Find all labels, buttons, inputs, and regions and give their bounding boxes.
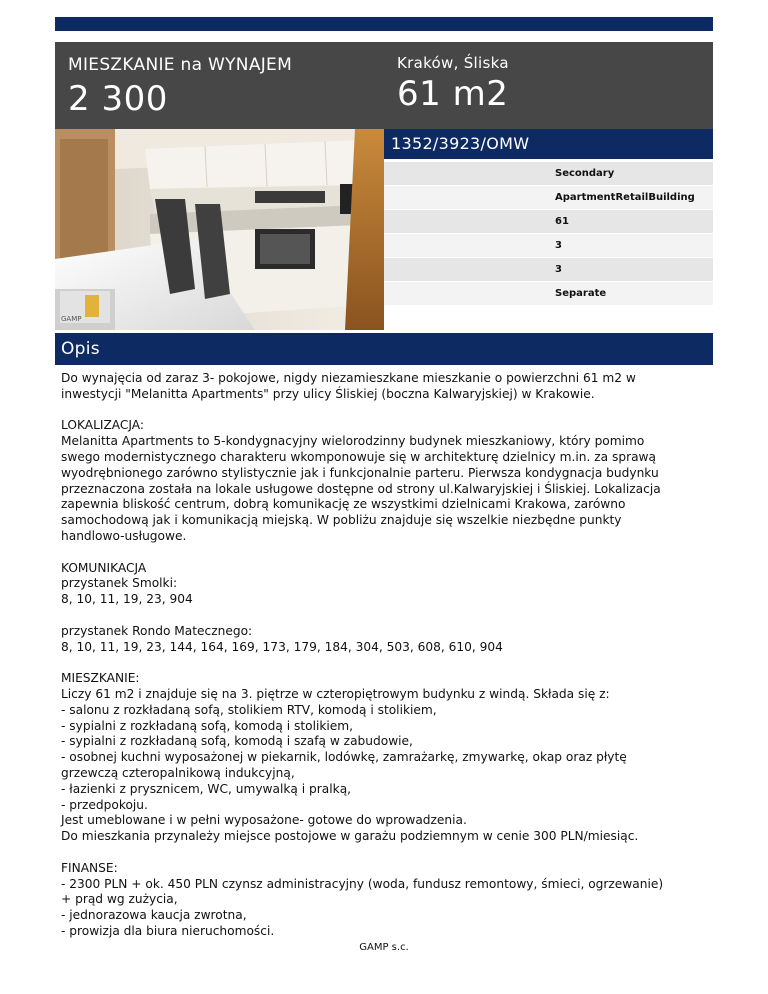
listing-area: 61 m2: [397, 74, 509, 114]
photo-logo-text: GAMP: [61, 315, 82, 323]
kitchen-image: [55, 129, 384, 330]
listing-type: MIESZKANIE na WYNAJEM: [68, 55, 293, 75]
listing-price: 2 300: [68, 79, 168, 119]
footer-company: GAMP s.c.: [359, 942, 409, 953]
param-market: Secondary: [384, 162, 713, 185]
reference-number: 1352/3923/OMW: [384, 129, 713, 159]
header-right: [397, 54, 509, 114]
param-building-type: ApartmentRetailBuilding: [384, 186, 713, 209]
description-section-title: Opis: [55, 333, 713, 365]
param-rooms: 3: [384, 234, 713, 257]
header-left: [68, 55, 292, 119]
param-floor: 3: [384, 258, 713, 281]
params-table: [384, 162, 713, 306]
listing-header: [55, 42, 713, 129]
description-text: Do wynajęcia od zaraz 3- pokojowe, nigdy niezamieszkane mieszkanie o powierzchni 61 m2 w inwestycji "Melanitta Apartments" przy ulicy Śliskiej (boczna Kalwaryjskiej) w Krakowie. LOKALIZACJA: Melanitta Apartments to 5-kondygnacyjny wielorodzinny budynek mieszkaniowy, który pomimo swego modernistycznego charakteru wkomponowuje się w architekturę dzielnicy m.in. za sprawą wyodrębnionego zarówno stylistycznie jak i funkcjonalnie parteru. Pierwsza kondygnacja budynku przeznaczona została na lokale usługowe dostępne od strony ul.Kalwaryjskiej i Śliskiej. Lokalizacja zapewnia bliskość centrum, dobrą komunikację ze wszystkimi dzielnicami Krakowa, zarówno samochodową jak i komunikacją miejską. W pobliżu znajduje się wszelkie niezbędne punkty handlowo-usługowe. KOMUNIKACJA przystanek Smolki: 8, 10, 11, 19, 23, 904 przystanek Rondo Matecznego: 8, 10, 11, 19, 23, 144, 164, 169, 173, 179, 184, 304, 503, 608, 610, 904 MIESZKANIE: Liczy 61 m2 i znajduje się na 3. piętrze w czteropiętrowym budynku z windą. Składa się z: - salonu z rozkładaną sofą, stolikiem RTV, komodą i stolikiem, - sypialni z rozkładaną sofą, komodą i stolikiem, - sypialni z rozkładaną sofą, komodą i szafą w zabudowie, - osobnej kuchni wyposażonej w piekarnik, lodówkę, zamrażarkę, zmywarkę, okap oraz płytę grzewczą czteropalnikową indukcyjną, - łazienki z prysznicem, WC, umywalką i pralką, - przedpokoju. Jest umeblowane i w pełni wyposażone- gotowe do wprowadzenia. Do mieszkania przynależy miejsce postojowe w garażu podziemnym w cenie 300 PLN/miesiąc. FINANSE: - 2300 PLN + ok. 450 PLN czynsz administracyjny (woda, fundusz remontowy, śmieci, ogrzewanie) + prąd wg zużycia, - jednorazowa kaucja zwrotna, - prowizja dla biura nieruchomości.: [61, 371, 664, 938]
apartment-photo: [55, 129, 384, 330]
param-area: 61: [384, 210, 713, 233]
listing-location: Kraków, Śliska: [397, 54, 509, 72]
top-accent-bar: [55, 17, 713, 31]
param-kitchen: Separate: [384, 282, 713, 305]
